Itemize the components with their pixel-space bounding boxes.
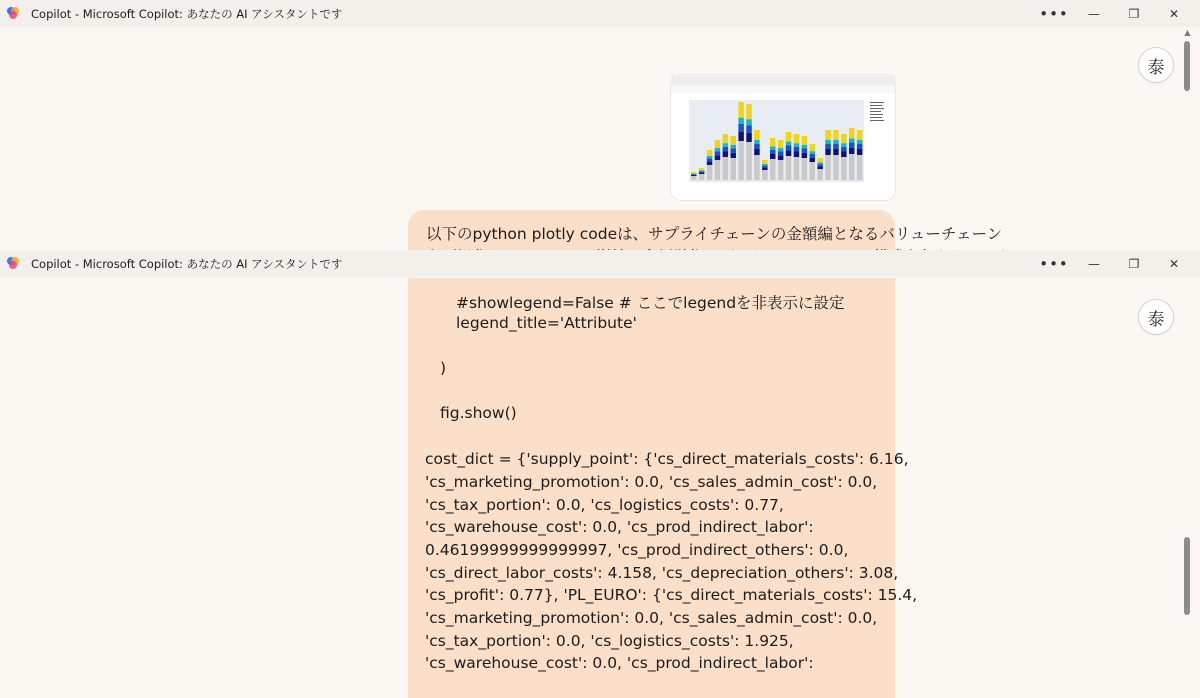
thumbnail-bar-segment — [802, 148, 808, 152]
code-line: 'cs_direct_labor_costs': 4.158, 'cs_depreciation_others': 3.08, — [425, 564, 899, 582]
thumbnail-bar-segment — [810, 151, 816, 154]
thumbnail-bar-segment — [833, 149, 839, 155]
restore-button[interactable]: ❐ — [1128, 6, 1140, 21]
restore-button[interactable]: ❐ — [1128, 256, 1140, 271]
thumbnail-bar-segment — [817, 166, 823, 169]
thumbnail-bar-segment — [786, 145, 792, 150]
code-line: 'cs_tax_portion': 0.0, 'cs_logistics_costs': 1.925, — [425, 632, 794, 650]
title-bar — [0, 250, 1200, 277]
code-line: 'cs_profit': 0.77}, 'PL_EURO': {'cs_direct_materials_costs': 15.4, — [425, 586, 918, 604]
thumbnail-bar-segment — [699, 170, 705, 171]
thumbnail-bar-segment — [802, 158, 808, 180]
thumbnail-bar-segment — [746, 133, 752, 142]
thumbnail-bar-segment — [770, 154, 776, 159]
thumbnail-bar-segment — [723, 157, 729, 180]
thumbnail-bar-segment — [707, 150, 713, 156]
thumbnail-bar-segment — [691, 175, 697, 176]
thumbnail-bar-segment — [817, 162, 823, 164]
thumbnail-bar-segment — [786, 132, 792, 142]
thumbnail-bar-segment — [754, 155, 760, 180]
thumbnail-bar-segment — [802, 145, 808, 149]
thumbnail-bar-segment — [699, 173, 705, 174]
thumbnail-bar-segment — [849, 143, 855, 148]
code-line: 'cs_marketing_promotion': 0.0, 'cs_sales_admin_cost': 0.0, — [425, 473, 878, 491]
thumbnail-bar-segment — [715, 151, 721, 155]
thumbnail-bar-segment — [833, 155, 839, 180]
thumbnail-bar-segment — [738, 141, 744, 180]
thumbnail-bar-segment — [810, 158, 816, 162]
thumbnail-bar-segment — [738, 124, 744, 132]
thumbnail-bar-segment — [833, 130, 839, 140]
thumbnail-bar-segment — [723, 143, 729, 147]
copilot-logo-icon — [6, 256, 20, 270]
scrollbar-thumb[interactable] — [1184, 41, 1190, 91]
thumbnail-bar-segment — [731, 148, 737, 152]
thumbnail-bar-segment — [825, 149, 831, 155]
thumbnail-bar-segment — [810, 154, 816, 158]
code-line: 0.46199999999999997, 'cs_prod_indirect_others': 0.0, — [425, 541, 849, 559]
thumbnail-bar-segment — [857, 149, 863, 155]
thumbnail-bar-segment — [857, 144, 863, 149]
thumbnail-bar-segment — [802, 136, 808, 145]
thumbnail-bar-segment — [762, 164, 768, 166]
thumbnail-bar-segment — [841, 157, 847, 180]
thumbnail-bar-segment — [794, 134, 800, 143]
thumbnail-bar-segment — [707, 161, 713, 165]
thumbnail-bar-segment — [825, 155, 831, 180]
thumbnail-bar-segment — [786, 150, 792, 156]
scroll-up-arrow-icon[interactable]: ▲ — [1184, 28, 1191, 37]
thumbnail-bar-segment — [723, 147, 729, 152]
thumbnail-bar-segment — [825, 144, 831, 149]
thumbnail-bar-segment — [754, 144, 760, 149]
thumbnail-bar-segment — [770, 138, 776, 146]
code-line: #showlegend=False # ここでlegendを非表示に設定 — [456, 294, 845, 312]
thumbnail-bar-segment — [691, 174, 697, 175]
thumbnail-bar-segment — [715, 148, 721, 151]
thumbnail-bar-segment — [699, 168, 705, 170]
thumbnail-bar-segment — [762, 160, 768, 164]
thumbnail-bar-segment — [770, 146, 776, 149]
thumbnail-bar-segment — [849, 148, 855, 154]
thumbnail-bar-segment — [723, 151, 729, 157]
thumbnail-bar-segment — [699, 171, 705, 172]
thumbnail-bar-segment — [786, 142, 792, 146]
thumbnail-bar-segment — [794, 143, 800, 147]
thumbnail-bar-segment — [810, 162, 816, 180]
code-line: 'cs_warehouse_cost': 0.0, 'cs_prod_indirect_labor': — [425, 654, 814, 672]
thumbnail-bar-segment — [770, 159, 776, 180]
thumbnail-bar-segment — [762, 168, 768, 170]
minimize-button[interactable]: — — [1088, 6, 1100, 21]
title-bar — [0, 0, 1200, 27]
thumbnail-bar-segment — [833, 144, 839, 149]
thumbnail-bar-segment — [770, 150, 776, 154]
scrollbar[interactable] — [1182, 277, 1193, 667]
thumbnail-bar-segment — [707, 158, 713, 161]
thumbnail-bar-segment — [857, 130, 863, 140]
copilot-window-top — [0, 0, 1200, 250]
code-line: cost_dict = {'supply_point': {'cs_direct_materials_costs': 6.16, — [425, 450, 909, 468]
thumbnail-bar-segment — [841, 143, 847, 147]
thumbnail-bar-segment — [817, 169, 823, 180]
thumbnail-bar-segment — [731, 153, 737, 158]
thumbnail-bar-segment — [841, 147, 847, 152]
thumbnail-bar-segment — [849, 138, 855, 142]
thumbnail-bar-segment — [715, 140, 721, 148]
thumbnail-bar-segment — [746, 142, 752, 180]
more-options-button[interactable]: ••• — [1039, 4, 1069, 23]
thumbnail-bar-segment — [778, 155, 784, 160]
user-avatar[interactable]: 泰 — [1138, 47, 1174, 83]
close-button[interactable]: ✕ — [1168, 6, 1180, 21]
thumbnail-bar-segment — [731, 136, 737, 145]
message-text: 以下のpython plotly codeは、サプライチェーンの金額編となるバリューチェーン — [426, 225, 1003, 243]
thumbnail-bar-segment — [691, 172, 697, 174]
window-title: Copilot - Microsoft Copilot: あなたの AI アシスタントです — [31, 7, 343, 21]
thumbnail-bar-segment — [707, 165, 713, 180]
thumbnail-bar-segment — [786, 156, 792, 180]
thumbnail-bar-segment — [841, 151, 847, 157]
code-line: 'cs_warehouse_cost': 0.0, 'cs_prod_indirect_labor': — [425, 518, 814, 536]
user-avatar[interactable]: 泰 — [1138, 299, 1174, 335]
scrollbar[interactable] — [1182, 27, 1193, 250]
thumbnail-bar-segment — [849, 154, 855, 180]
thumbnail-bar-segment — [810, 144, 816, 151]
thumbnail-bar-segment — [794, 157, 800, 180]
close-button[interactable]: ✕ — [1168, 256, 1180, 271]
minimize-button[interactable]: — — [1088, 256, 1100, 271]
code-line: fig.show() — [440, 404, 517, 422]
thumbnail-bar-segment — [691, 176, 697, 180]
chart-screenshot-image — [671, 75, 895, 200]
thumbnail-bar-segment — [778, 148, 784, 151]
thumbnail-bar-segment — [754, 130, 760, 140]
thumbnail-bar-segment — [731, 158, 737, 180]
code-line: ) — [440, 359, 447, 377]
window-title: Copilot - Microsoft Copilot: あなたの AI アシスタントです — [31, 257, 343, 271]
thumbnail-bar-segment — [707, 156, 713, 158]
thumbnail-bar-segment — [746, 125, 752, 133]
thumbnail-bar-segment — [833, 140, 839, 144]
thumbnail-bar-segment — [715, 155, 721, 160]
thumbnail-bar-segment — [762, 166, 768, 168]
thumbnail-bar-segment — [817, 164, 823, 166]
thumbnail-bar-segment — [794, 151, 800, 157]
user-message-bubble — [408, 278, 918, 698]
thumbnail-bar-segment — [715, 160, 721, 180]
thumbnail-bar-segment — [802, 153, 808, 158]
thumbnail-bar-segment — [699, 174, 705, 180]
thumbnail-bar-segment — [746, 119, 752, 125]
code-line: 'cs_marketing_promotion': 0.0, 'cs_sales_admin_cost': 0.0, — [425, 609, 878, 627]
thumbnail-bar-segment — [754, 140, 760, 144]
thumbnail-bar-segment — [738, 118, 744, 124]
thumbnail-bar-segment — [691, 174, 697, 175]
code-line: 'cs_tax_portion': 0.0, 'cs_logistics_costs': 0.77, — [425, 496, 784, 514]
thumbnail-bar-segment — [778, 151, 784, 155]
copilot-window-bottom — [0, 250, 1200, 672]
thumbnail-bar-segment — [794, 147, 800, 152]
thumbnail-bar-segment — [778, 160, 784, 180]
thumbnail-bar-segment — [841, 134, 847, 143]
thumbnail-bar-segment — [762, 170, 768, 180]
copilot-logo-icon — [6, 6, 20, 20]
thumbnail-bar-segment — [738, 102, 744, 118]
thumbnail-bar-segment — [754, 149, 760, 155]
thumbnail-bar-segment — [731, 145, 737, 149]
thumbnail-bar-segment — [746, 104, 752, 119]
thumbnail-bar-segment — [825, 140, 831, 144]
thumbnail-bar-segment — [825, 130, 831, 140]
more-options-button[interactable]: ••• — [1039, 254, 1069, 273]
code-line: legend_title='Attribute' — [456, 314, 637, 332]
scrollbar-thumb[interactable] — [1184, 537, 1190, 615]
thumbnail-bar-segment — [857, 140, 863, 144]
thumbnail-bar-segment — [723, 134, 729, 143]
thumbnail-bar-segment — [849, 128, 855, 138]
thumbnail-bar-segment — [857, 155, 863, 180]
thumbnail-bar-segment — [738, 132, 744, 141]
thumbnail-bar-segment — [817, 158, 823, 162]
attached-image-thumbnail[interactable] — [671, 75, 895, 200]
thumbnail-bar-segment — [778, 140, 784, 148]
